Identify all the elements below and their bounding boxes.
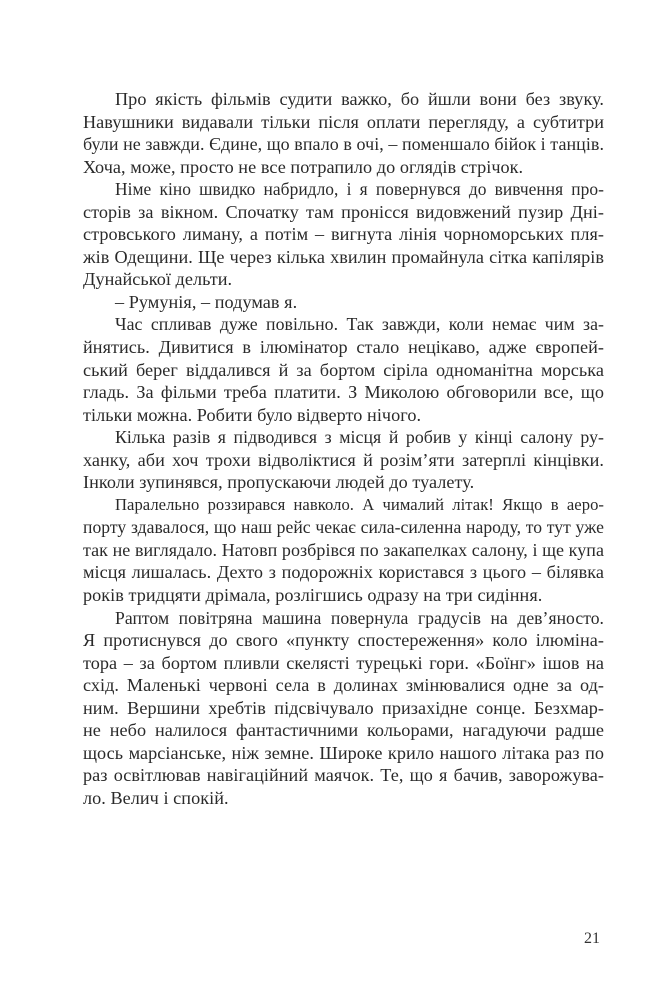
paragraph [83, 178, 604, 291]
text-line: порту здавалося, що наш рейс чекає сила-силенна народу, то тут уже [83, 517, 604, 538]
text-line: стровського лиману, а потім – вигнута лінія чорноморських пля- [83, 224, 604, 245]
text-line: ський берег віддалився й за бортом сіріла одноманітна морська [83, 359, 604, 380]
paragraph [83, 291, 604, 314]
body-text [83, 88, 604, 810]
text-line: Хоча, може, просто не все потрапило до оглядів стрічок. [83, 156, 524, 177]
text-line: місця лишалась. Дехто з подорожніх користався з цього – білявка [83, 562, 604, 583]
text-line: не небо налилося фантастичними кольорами, нагадуючи радше [83, 720, 604, 741]
text-line: сторів за вікном. Спочатку там пронісся видовжений пузир Дні- [83, 201, 604, 222]
text-line: раз освітлював навігаційний маячок. Те, що я бачив, заворожува- [83, 765, 604, 786]
text-line: жів Одещини. Ще через кілька хвилин промайнула сітка капілярів [83, 246, 604, 267]
text-line: йнятись. Дивитися в ілюмінатор стало нецікаво, адже європей- [83, 337, 604, 358]
text-line: ним. Вершини хребтів підсвічувало призахідне сонце. Безхмар- [83, 697, 604, 718]
text-line: Раптом повітряна машина повернула градусів на дев’яносто. [115, 607, 604, 628]
text-line: Дунайської дельти. [83, 269, 233, 290]
text-line: ханку, аби хоч трохи відволіктися й розім’яти затерплі кінцівки. [83, 449, 604, 470]
paragraph [83, 426, 604, 494]
text-line: Паралельно роззирався навколо. А чималий літак! Якщо в аеро- [115, 494, 604, 514]
paragraph [83, 313, 604, 426]
text-line: – Румунія, – подумав я. [115, 291, 298, 312]
paragraph [83, 88, 604, 178]
text-line: Я протиснувся до свого «пункту спостереження» коло ілюміна- [83, 630, 604, 651]
text-line: Час спливав дуже повільно. Так завжди, коли немає чим за- [115, 314, 604, 335]
paragraph [83, 494, 604, 607]
text-line: тора – за бортом пливли скелясті турецькі гори. «Боїнг» ішов на [83, 652, 604, 673]
text-line: Інколи зупинявся, пропускаючи людей до туалету. [83, 472, 475, 493]
text-line: щось марсіанське, ніж земне. Широке крило нашого літака раз по [83, 742, 604, 763]
text-line: так не виглядало. Натовп розбрівся по закапелках салону, і ще купа [83, 539, 604, 560]
text-line: Кілька разів я підводився з місця й робив у кінці салону ру- [115, 427, 604, 448]
paragraph [83, 607, 604, 810]
page-number: 21 [584, 930, 600, 947]
text-line: Навушники видавали тільки після оплати перегляду, а субтитри [83, 111, 604, 132]
text-line: схід. Маленькі червоні села в долинах змінювалися одне за од- [83, 675, 604, 696]
text-line: тільки можна. Робити було відверто нічого. [83, 404, 422, 425]
text-line: гладь. За фільми треба платити. З Миколою обговорили все, що [83, 382, 604, 403]
text-line: були не завжди. Єдине, що впало в очі, – поменшало бійок і танців. [83, 134, 604, 155]
text-line: Німе кіно швидко набридло, і я повернувся до вивчення про- [115, 179, 604, 200]
text-line: ло. Велич і спокій. [83, 787, 229, 808]
text-line: Про якість фільмів судити важко, бо йшли вони без звуку. [115, 89, 604, 109]
text-line: років тридцяти дрімала, розлігшись одразу на три сидіння. [83, 585, 543, 606]
